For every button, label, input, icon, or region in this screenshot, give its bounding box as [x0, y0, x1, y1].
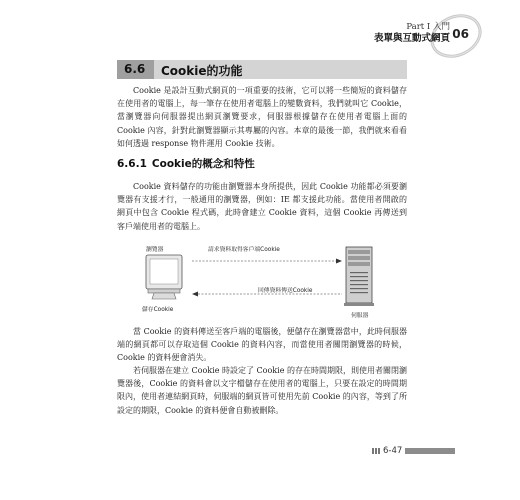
subsection-title: Cookie的概念和特性 [151, 158, 255, 170]
paragraph-concept: Cookie 資料儲存的功能由瀏覽器本身所提供，因此 Cookie 功能都必須要瀏覽器有支援才行，一般通用的瀏覽器，例如：IE 都支援此功能。當使用者開啟的網頁中包含 Cookie 程式碼，此時會建立 Cookie 資料，這個 Cookie 再傳送到客戶端使用者的電腦上。 [117, 182, 407, 231]
footer-rule [405, 448, 455, 454]
browser-computer-icon [146, 255, 182, 299]
page-marker-icon [372, 448, 380, 454]
paragraph-expiry: 若伺服器在建立 Cookie 時設定了 Cookie 的存在時間期限，則使用者關閉瀏覽器後，Cookie 的資料會以文字檔儲存在使用者的電腦上，只要在設定的時間期限內，使用者連結網頁時，伺服端的網頁皆可使用先前 Cookie 的內容，等到了所設定的期限，Cookie 的資料便會自動被刪除。 [117, 366, 407, 415]
subsection-number: 6.6.1 [117, 158, 147, 170]
cookie-diagram [140, 244, 380, 319]
chapter-number: 06 [452, 27, 469, 41]
section-title: Cookie的功能 [161, 64, 243, 78]
chapter-subtitle: 表單與互動式網頁 [373, 33, 450, 44]
part-label: Part Ⅰ 入門 [406, 22, 450, 32]
server-label: 伺服器 [351, 313, 369, 319]
request-arrow [192, 259, 342, 264]
section-number: 6.6 [124, 62, 146, 76]
request-label: 請求資料取得客戶端Cookie [208, 247, 280, 253]
server-icon [344, 247, 374, 306]
paragraph-storage: 當 Cookie 的資料傳送至客戶端的電腦後，便儲存在瀏覽器當中，此時伺服器端的網頁都可以存取這個 Cookie 的資料內容，而當使用者關閉瀏覽器的時候，Cookie 的資料便會消失。 [117, 327, 407, 363]
store-cookie-label: 儲存Cookie [142, 307, 174, 313]
running-header [374, 22, 450, 45]
response-label: 回傳資料傳送Cookie [258, 288, 313, 294]
cookie-diagram-art [140, 244, 380, 319]
paragraph-intro: Cookie 是設計互動式網頁的一項重要的技術，它可以將一些簡短的資料儲存在使用者的電腦上，每一筆存在使用者電腦上的變數資料，我們就叫它 Cookie，當瀏覽器向伺服器提出網頁瀏覽要求，伺服器根據儲存在使用者電腦上面的 Cookie 內容，針對此瀏覽器顯示其專屬的內容。本章的最後一節，我們就來看看如何透過 response 物件運用 Cookie 技術。 [117, 86, 407, 148]
subsection-heading [117, 156, 255, 171]
browser-label: 瀏覽器 [146, 247, 164, 253]
page-number: 6-47 [383, 446, 403, 456]
page-footer [372, 446, 455, 456]
section-heading [117, 60, 407, 79]
